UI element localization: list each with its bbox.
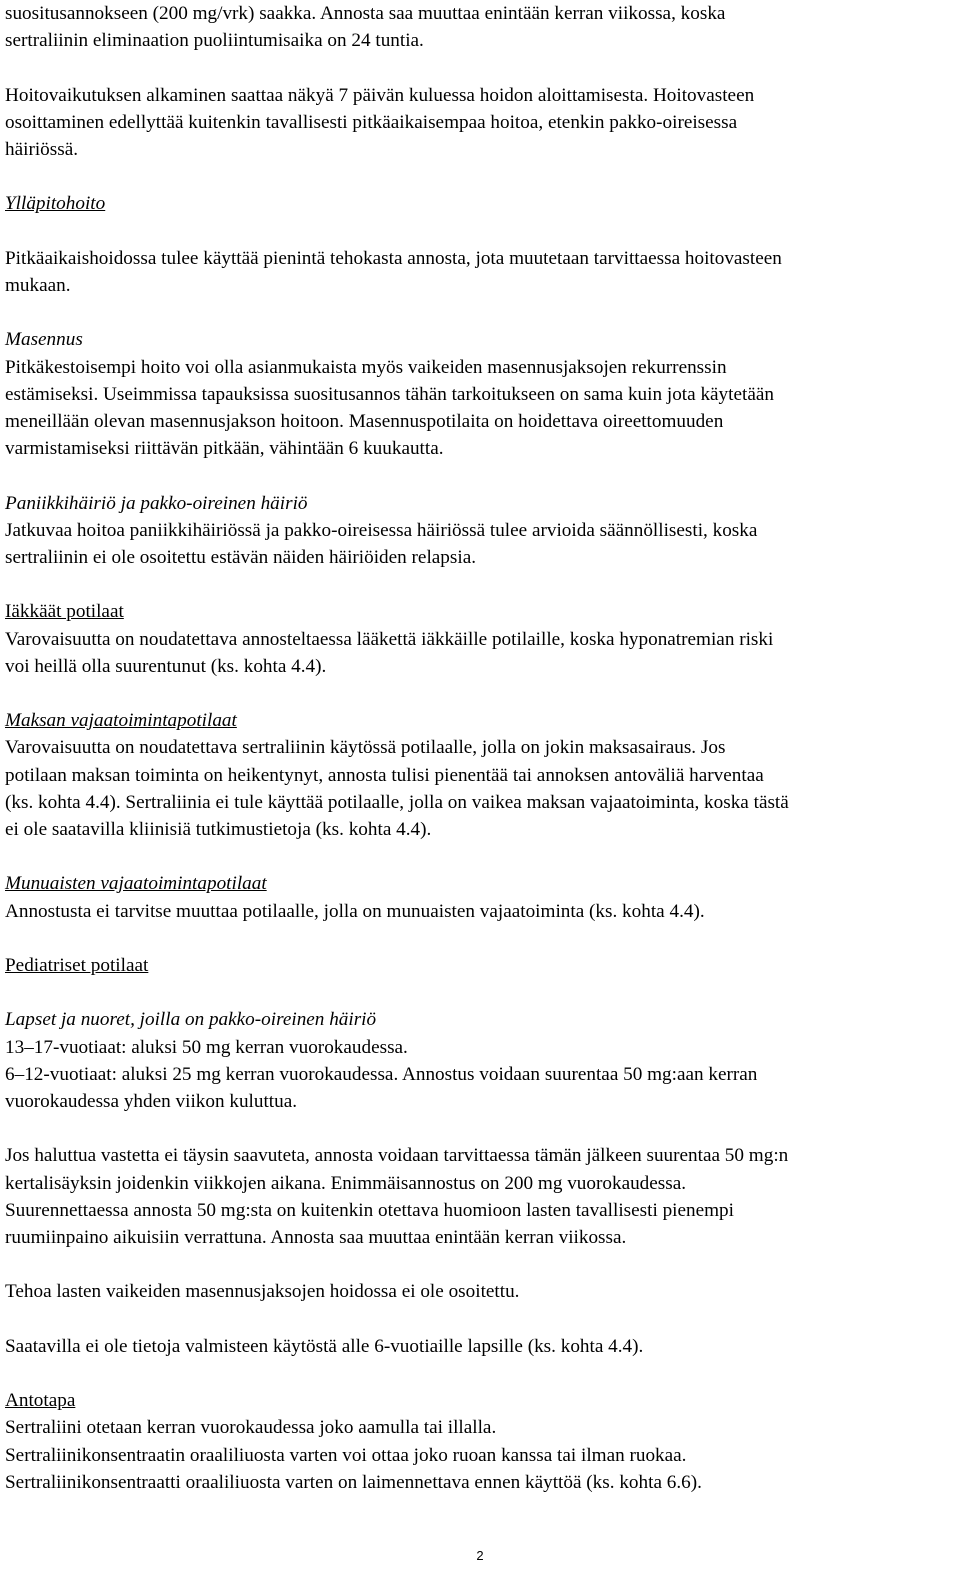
section-heading-maintenance: Ylläpitohoito [5,193,106,215]
document-page [5,0,957,1496]
subsection-heading-ocd: Lapset ja nuoret, joilla on pakko-oireinen häiriö [5,1009,377,1031]
text-line: Jos haluttua vastetta ei täysin saavuteta, annosta voidaan tarvittaessa tämän jälkeen suurentaa 50 mg:n [5,1145,789,1167]
text-line: voi heillä olla suurentunut (ks. kohta 4.4). [5,655,327,677]
text-line: osoittaminen edellyttää kuitenkin tavallisesti pitkäaikaisempaa hoitoa, etenkin pakko-oireisessa [5,111,738,133]
subsection-heading-depression: Masennus [5,329,83,351]
section-heading-renal: Munuaisten vajaatoimintapotilaat [5,873,267,895]
text-line: meneillään olevan masennusjakson hoitoon. Masennuspotilaita on hoidettava oireettomuuden [5,410,724,432]
text-line: 13–17-vuotiaat: aluksi 50 mg kerran vuorokaudessa. [5,1036,408,1058]
text-line: (ks. kohta 4.4). Sertraliinia ei tule käyttää potilaalle, jolla on vaikea maksan vajaatoiminta, koska tästä [5,791,789,813]
text-line: häiriössä. [5,139,79,160]
text-line: ruumiinpaino aikuisiin verrattuna. Annosta saa muuttaa enintään kerran viikossa. [5,1226,627,1248]
section-heading-hepatic: Maksan vajaatoimintapotilaat [5,710,237,732]
section-heading-administration: Antotapa [5,1390,76,1412]
subsection-heading-panic: Paniikkihäiriö ja pakko-oireinen häiriö [5,492,308,514]
text-line: Tehoa lasten vaikeiden masennusjaksojen hoidossa ei ole osoitettu. [5,1281,520,1303]
text-line: Varovaisuutta on noudatettava annosteltaessa lääkettä iäkkäille potilaille, koska hyponatremian riski [5,628,774,650]
text-line: sertraliinin eliminaation puoliintumisaika on 24 tuntia. [5,30,424,52]
text-line: Pitkäkestoisempi hoito voi olla asianmukaista myös vaikeiden masennusjaksojen rekurrenssin [5,356,727,378]
page-number: 2 [476,1548,484,1563]
text-line: potilaan maksan toiminta on heikentynyt, annosta tulisi pienentää tai annoksen antoväliä harventaa [5,764,764,786]
text-line: ei ole saatavilla kliinisiä tutkimustietoja (ks. kohta 4.4). [5,818,432,840]
text-line: kertalisäyksin joidenkin viikkojen aikana. Enimmäisannostus on 200 mg vuorokaudessa. [5,1172,687,1194]
text-line: varmistamiseksi riittävän pitkään, vähintään 6 kuukautta. [5,438,444,460]
text-line: Jatkuvaa hoitoa paniikkihäiriössä ja pakko-oireisessa häiriössä tulee arvioida säännöllisesti, koska [5,519,758,541]
text-line: Varovaisuutta on noudatettava sertraliinin käytössä potilaalle, jolla on jokin maksasairaus. Jos [5,737,726,759]
text-line: suositusannokseen (200 mg/vrk) saakka. Annosta saa muuttaa enintään kerran viikossa, koska [5,3,726,24]
text-line: Saatavilla ei ole tietoja valmisteen käytöstä alle 6-vuotiaille lapsille (ks. kohta 4.4). [5,1335,644,1357]
section-heading-pediatric: Pediatriset potilaat [5,954,149,976]
text-line: estämiseksi. Useimmissa tapauksissa suositusannos tähän tarkoitukseen on sama kuin jota käytetään [5,383,774,405]
text-line: Sertraliinikonsentraatin oraaliliuosta varten voi ottaa joko ruoan kanssa tai ilman ruokaa. [5,1444,687,1466]
text-line: Pitkäaikaishoidossa tulee käyttää pienintä tehokasta annosta, jota muutetaan tarvittaessa hoitovasteen [5,247,782,269]
text-line: sertraliinin ei ole osoitettu estävän näiden häiriöiden relapsia. [5,546,477,568]
text-line: Annostusta ei tarvitse muuttaa potilaalle, jolla on munuaisten vajaatoiminta (ks. kohta 4.4). [5,900,705,922]
text-line: Suurennettaessa annosta 50 mg:sta on kuitenkin otettava huomioon lasten tavallisesti pienempi [5,1199,734,1221]
text-line: Sertraliinikonsentraatti oraaliliuosta varten on laimennettava ennen käyttöä (ks. kohta 6.6). [5,1471,702,1493]
text-line: 6–12-vuotiaat: aluksi 25 mg kerran vuorokaudessa. Annostus voidaan suurentaa 50 mg:aan kerran [5,1063,758,1085]
text-line: vuorokaudessa yhden viikon kuluttua. [5,1090,298,1112]
text-line: mukaan. [5,274,71,296]
text-line: Hoitovaikutuksen alkaminen saattaa näkyä 7 päivän kuluessa hoidon aloittamisesta. Hoitovasteen [5,84,755,106]
text-line: Sertraliini otetaan kerran vuorokaudessa joko aamulla tai illalla. [5,1417,497,1439]
section-heading-elderly: Iäkkäät potilaat [5,601,124,623]
